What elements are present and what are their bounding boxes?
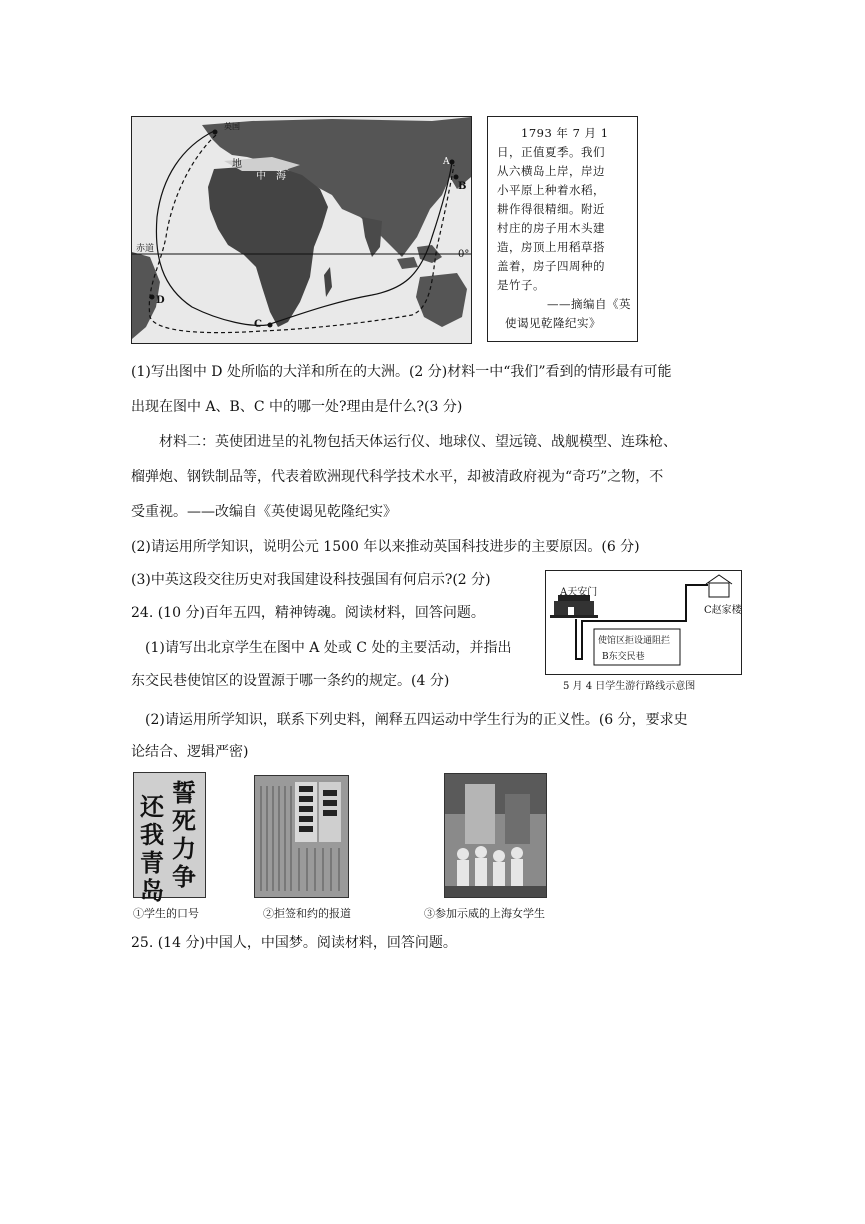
route-caption: 5 月 4 日学生游行路线示意图 [563, 681, 696, 692]
photo-caption-1: ①学生的口号 [133, 907, 199, 920]
photo-shanghai-female-students [444, 773, 547, 898]
quote-line: 是竹子。 [497, 278, 545, 292]
q24-part2-line1: (2)请运用所学知识，联系下列史料，阐释五四运动中学生行为的正义性。(6 分，要求史 [131, 712, 688, 728]
map-label-c: C [254, 319, 262, 330]
quote-line: 盖着，房子四周种的 [497, 259, 605, 273]
q23-material2-line1: 材料二：英使团进呈的礼物包括天体运行仪、地球仪、望远镜、战舰模型、连珠枪、 [131, 434, 677, 450]
zhaojialou-house-icon [706, 575, 732, 597]
may-fourth-route-diagram [545, 570, 742, 675]
photo-newspaper-report [254, 775, 349, 898]
q23-part3: (3)中英这段交往历史对我国建设科技强国有何启示?(2 分) [131, 572, 491, 588]
photo-student-slogan [133, 772, 206, 905]
quote-source: ——摘编自《英 [547, 297, 631, 311]
q23-part1-line2: 出现在图中 A、B、C 中的哪一处?理由是什么?(3 分) [131, 399, 463, 415]
quote-line: 小平原上种着水稻， [497, 183, 605, 197]
quote-line: 耕作得很精细。附近 [497, 202, 605, 216]
route-label-c: C赵家楼 [704, 605, 742, 616]
q24-part2-line2: 论结合、逻辑严密) [131, 744, 249, 760]
map-label-d: D [156, 295, 165, 306]
quote-line: 村庄的房子用木头建 [497, 221, 605, 235]
slogan-column-left: 还我青岛 [140, 792, 164, 905]
q23-material2-line3: 受重视。——改编自《英使谒见乾隆纪实》 [131, 504, 397, 520]
map-label-mediterranean: 中 海 [256, 171, 286, 182]
quote-source: 使谒见乾隆纪实》 [505, 316, 601, 330]
q24-title: 24. (10 分)百年五四，精神铸魂。阅读材料，回答问题。 [131, 605, 485, 621]
photo-caption-3: ③参加示威的上海女学生 [424, 907, 545, 920]
q24-part1-line1: (1)请写出北京学生在图中 A 处或 C 处的主要活动，并指出 [131, 640, 512, 656]
route-label-a: A天安门 [560, 587, 598, 598]
map-label-di: 地 [232, 159, 242, 170]
map-label-britain: 英国 [224, 122, 240, 131]
quote-line: 造，房顶上用稻草搭 [497, 240, 605, 254]
route-label-legation: 使馆区拒设通阻拦 [598, 636, 671, 646]
quote-line: 1793 年 7 月 1 [497, 126, 609, 140]
tiananmen-icon [550, 595, 598, 618]
slogan-column-right: 誓死力争 [172, 778, 196, 891]
quote-line: 日，正值夏季。我们 [497, 145, 605, 159]
photo-caption-2: ②拒签和约的报道 [263, 907, 351, 920]
quote-line: 从六横岛上岸，岸边 [497, 164, 605, 178]
map-label-zero: 0° [458, 249, 470, 260]
map-label-equator: 赤道 [136, 244, 155, 254]
map-label-b: B [458, 181, 467, 192]
route-label-b: B东交民巷 [602, 652, 645, 662]
q23-part1-line1: (1)写出图中 D 处所临的大洋和所在的大洲。(2 分)材料一中“我们”看到的情形最有可能 [131, 364, 672, 380]
q23-material2-line2: 榴弹炮、钢铁制品等，代表着欧洲现代科学技术水平，却被清政府视为“奇巧”之物，不 [131, 469, 664, 485]
voyage-route-map [131, 116, 472, 344]
q25-title: 25. (14 分)中国人，中国梦。阅读材料，回答问题。 [131, 935, 457, 951]
material-one-quote-box [487, 116, 638, 342]
q24-part1-line2: 东交民巷使馆区的设置源于哪一条约的规定。(4 分) [131, 673, 450, 689]
q23-part2: (2)请运用所学知识，说明公元 1500 年以来推动英国科技进步的主要原因。(6 分) [131, 539, 640, 555]
map-label-a: A [443, 157, 450, 167]
